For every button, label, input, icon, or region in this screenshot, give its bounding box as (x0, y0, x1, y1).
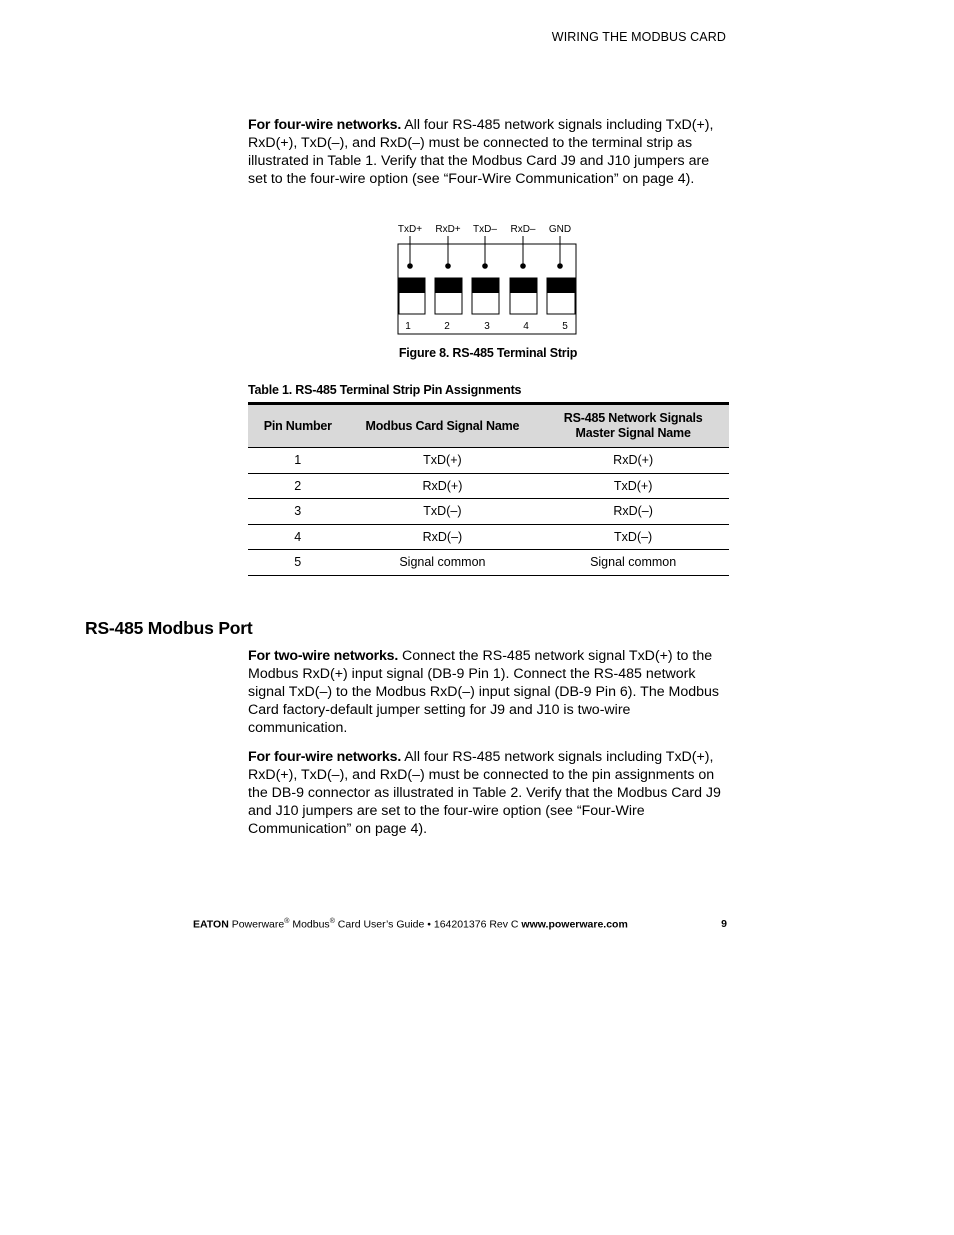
table-row (248, 448, 729, 474)
signal-label-rxd-minus: RxD– (510, 224, 536, 235)
pin-number-3: 3 (484, 321, 490, 332)
footer-product: Powerware (228, 918, 285, 931)
signal-label-txd-minus: TxD– (473, 224, 497, 235)
cell-network-signal: Signal common (537, 550, 729, 576)
paragraph-lead: For four-wire networks. (248, 749, 402, 765)
page-footer (193, 918, 727, 931)
cell-network-signal: RxD(–) (537, 499, 729, 525)
section-heading: RS-485 Modbus Port (85, 618, 253, 638)
two-wire-paragraph (248, 647, 728, 737)
figure-caption: Figure 8. RS-485 Terminal Strip (398, 346, 578, 360)
cell-pin: 5 (248, 550, 348, 576)
footer-guide: Card User’s Guide • 164201376 Rev C (334, 918, 522, 931)
four-wire-paragraph-db9 (248, 748, 728, 838)
cell-pin: 2 (248, 473, 348, 499)
terminal-dot (557, 263, 563, 269)
cell-network-signal: TxD(–) (537, 524, 729, 550)
header-modbus-signal: Modbus Card Signal Name (365, 418, 520, 433)
pin-number-5: 5 (562, 321, 568, 332)
footer-url: www.powerware.com (521, 918, 628, 931)
terminal-strip-figure (390, 218, 590, 338)
table-row (248, 550, 729, 576)
paragraph-text: All four RS-485 network signals including TxD(+), RxD(+), TxD(–), and RxD(–) must be connected to the pin assignments on the DB-9 connector as illustrated in Table 2. Verify that the Modbus Card J9 and J10 jumpers are set to the four-wire option (see “Four-Wire Communication” on page 4). (248, 749, 721, 837)
paragraph-text: Connect the RS-485 network signal TxD(+) to the Modbus RxD(+) input signal (DB-9 Pin 1). Connect the RS-485 network signal TxD(–) to the Modbus RxD(–) input signal (DB-9 Pin 6). The Modbus Card factory-default jumper setting for J9 and J10 is two-wire communication. (248, 648, 720, 736)
table-header-row (248, 404, 729, 448)
terminal-dot (482, 263, 488, 269)
pin-number-1: 1 (405, 321, 411, 332)
header-network-signal-line1: RS-485 Network Signals (563, 411, 703, 425)
paragraph-lead: For four-wire networks. (248, 117, 402, 133)
cell-pin: 4 (248, 524, 348, 550)
four-wire-paragraph-terminal (248, 116, 728, 188)
footer-product-2: Modbus (289, 918, 330, 931)
pin-number-4: 4 (523, 321, 529, 332)
cell-modbus-signal: RxD(+) (348, 473, 538, 499)
cell-modbus-signal: RxD(–) (348, 524, 538, 550)
terminal-dot (520, 263, 526, 269)
pin-assignment-table (248, 402, 729, 576)
terminal-strip-diagram (390, 218, 590, 338)
cell-modbus-signal: Signal common (348, 550, 538, 576)
paragraph-lead: For two-wire networks. (248, 648, 399, 664)
terminal-dot (445, 263, 451, 269)
footer-registered-mark: ® (284, 918, 290, 925)
paragraph-text: All four RS-485 network signals including TxD(+), RxD(+), TxD(–), and RxD(–) must be connected to the terminal strip as illustrated in Table 1. Verify that the Modbus Card J9 and J10 jumpers are set to the four-wire option (see “Four-Wire Communication” on page 4). (248, 117, 714, 187)
cell-modbus-signal: TxD(–) (348, 499, 538, 525)
pin-number-2: 2 (444, 321, 450, 332)
cell-network-signal: RxD(+) (537, 448, 729, 474)
cell-network-signal: TxD(+) (537, 473, 729, 499)
table-row (248, 524, 729, 550)
terminal-dot (407, 263, 413, 269)
header-network-signal-line2: Master Signal Name (575, 426, 691, 440)
signal-label-rxd-plus: RxD+ (435, 224, 461, 235)
footer-registered-mark: ® (329, 918, 335, 925)
header-pin-number: Pin Number (263, 418, 332, 433)
cell-pin: 3 (248, 499, 348, 525)
signal-label-gnd: GND (548, 224, 572, 235)
header-network-signal (537, 404, 729, 448)
table-row (248, 473, 729, 499)
table-title: Table 1. RS-485 Terminal Strip Pin Assignments (248, 383, 522, 397)
page-number: 9 (721, 918, 727, 930)
cell-modbus-signal: TxD(+) (348, 448, 538, 474)
table-row (248, 499, 729, 525)
cell-pin: 1 (248, 448, 348, 474)
footer-brand: EATON (193, 918, 229, 931)
signal-label-txd-plus: TxD+ (397, 224, 423, 235)
running-header: WIRING THE MODBUS CARD (551, 30, 726, 44)
